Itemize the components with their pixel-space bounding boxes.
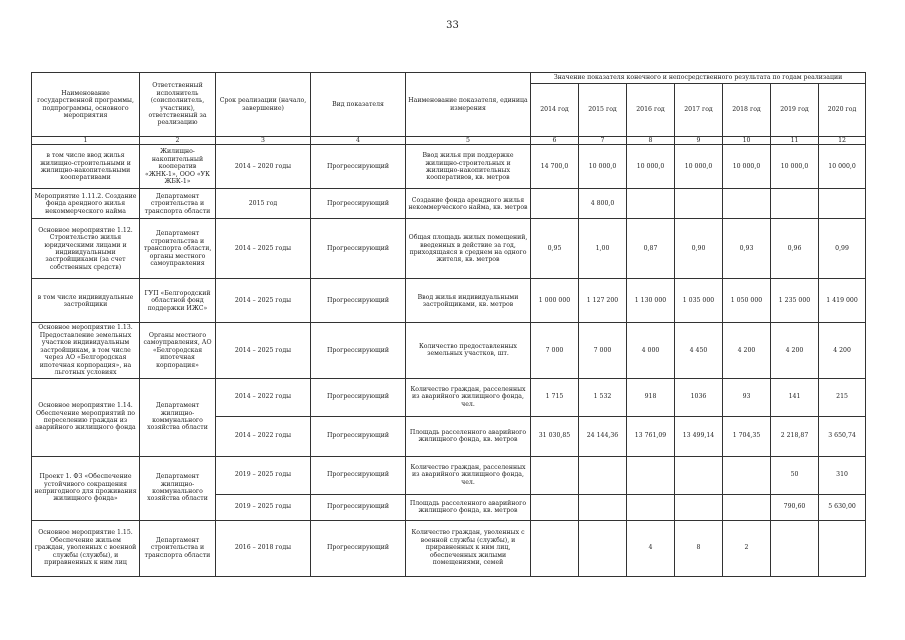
cell-value-2020: 3 650,74 [819,416,866,456]
cell-value-2019: 4 200 [771,323,819,378]
cell-value-2015: 1 127 200 [579,279,627,323]
cell-value-2019 [771,189,819,219]
cell-value-2019: 1 235 000 [771,279,819,323]
header-term: Срок реализации (начало, завершение) [216,73,311,137]
cell-value-2019: 2 218,87 [771,416,819,456]
cell-value-2016: 0,87 [627,219,675,279]
column-number: 3 [216,137,311,145]
cell-value-2016: 10 000,0 [627,145,675,189]
cell-term: 2014 – 2022 годы [216,416,311,456]
cell-indicator-name: Количество предоставленных земельных участков, шт. [406,323,531,378]
cell-indicator-type: Прогрессирующий [311,520,406,576]
cell-value-2020 [819,520,866,576]
table-row [32,145,866,189]
cell-responsible: ГУП «Белгородский областной фонд поддержки ИЖС» [140,279,216,323]
cell-value-2017: 1036 [675,378,723,416]
cell-value-2015: 4 800,0 [579,189,627,219]
cell-value-2015: 10 000,0 [579,145,627,189]
header-name: Наименование государственной программы, подпрограммы, основного мероприятия [32,73,140,137]
cell-responsible: Департамент строительства и транспорта области, органы местного самоуправления [140,219,216,279]
cell-value-2015 [579,494,627,520]
cell-value-2015 [579,520,627,576]
cell-value-2017: 4 450 [675,323,723,378]
cell-value-2018: 10 000,0 [723,145,771,189]
cell-indicator-type: Прогрессирующий [311,456,406,494]
column-number-row [32,137,866,145]
cell-name: Проект 1. ФЗ «Обеспечение устойчивого сокращения непригодного для проживания жилищного фонда» [32,456,140,520]
cell-value-2014: 31 030,85 [531,416,579,456]
header-year: 2018 год [723,84,771,137]
cell-responsible: Департамент жилищно-коммунального хозяйства области [140,456,216,520]
cell-value-2018 [723,189,771,219]
cell-name: Основное мероприятие 1.12. Строительство жилья юридическими лицами и индивидуальными застройщиками (за счет собственных средств) [32,219,140,279]
cell-value-2014: 7 000 [531,323,579,378]
cell-value-2016: 4 000 [627,323,675,378]
cell-value-2016 [627,189,675,219]
cell-term: 2014 – 2020 годы [216,145,311,189]
cell-indicator-type: Прогрессирующий [311,279,406,323]
header-year: 2014 год [531,84,579,137]
cell-indicator-type: Прогрессирующий [311,145,406,189]
table-body [32,145,866,576]
cell-name: Основное мероприятие 1.15. Обеспечение жильем граждан, уволенных с военной службы (службы), и приравненных к ним лиц [32,520,140,576]
cell-value-2017: 8 [675,520,723,576]
page-number: 33 [446,20,459,31]
cell-responsible: Органы местного самоуправления, АО «Белгородская ипотечная корпорация» [140,323,216,378]
cell-name: Основное мероприятие 1.13. Предоставление земельных участков индивидуальным застройщикам, в том числе через АО «Белгородская ипотечная корпорация», на льготных условиях [32,323,140,378]
cell-term: 2016 – 2018 годы [216,520,311,576]
cell-value-2017 [675,189,723,219]
cell-value-2018: 1 050 000 [723,279,771,323]
column-number: 2 [140,137,216,145]
column-number: 10 [723,137,771,145]
indicators-table [31,72,866,577]
header-year: 2019 год [771,84,819,137]
cell-value-2020: 10 000,0 [819,145,866,189]
cell-value-2018: 4 200 [723,323,771,378]
cell-value-2015 [579,456,627,494]
header-year: 2015 год [579,84,627,137]
header-year: 2020 год [819,84,866,137]
cell-responsible: Департамент жилищно-коммунального хозяйства области [140,378,216,456]
cell-value-2016: 1 130 000 [627,279,675,323]
header-values-group: Значение показателя конечного и непосредственного результата по годам реализации [531,73,866,84]
cell-indicator-name: Количество граждан, расселенных из аварийного жилищного фонда, чел. [406,456,531,494]
cell-indicator-type: Прогрессирующий [311,416,406,456]
cell-value-2020: 310 [819,456,866,494]
column-number: 12 [819,137,866,145]
table-row [32,219,866,279]
header-year: 2016 год [627,84,675,137]
cell-value-2014 [531,189,579,219]
cell-indicator-name: Создание фонда арендного жилья некоммерческого найма, кв. метров [406,189,531,219]
cell-value-2018: 0,93 [723,219,771,279]
table-row [32,279,866,323]
cell-value-2015: 24 144,36 [579,416,627,456]
table-row [32,378,866,416]
cell-value-2020: 5 630,00 [819,494,866,520]
cell-indicator-name: Количество граждан, уволенных с военной службы (службы), и приравненных к ним лиц, обеспеченных жилыми помещениями, семей [406,520,531,576]
cell-value-2020 [819,189,866,219]
header-responsible: Ответственный исполнитель (соисполнитель, участник), ответственный за реализацию [140,73,216,137]
header-indicator-name: Наименование показателя, единица измерения [406,73,531,137]
cell-value-2016: 13 761,09 [627,416,675,456]
cell-value-2014: 1 000 000 [531,279,579,323]
cell-responsible: Департамент строительства и транспорта области [140,520,216,576]
cell-value-2016 [627,494,675,520]
cell-indicator-name: Общая площадь жилых помещений, введенных в действие за год, приходящаяся в среднем на одного жителя, кв. метров [406,219,531,279]
cell-value-2019: 141 [771,378,819,416]
cell-indicator-name: Количество граждан, расселенных из аварийного жилищного фонда, чел. [406,378,531,416]
cell-value-2018: 2 [723,520,771,576]
table-row [32,189,866,219]
cell-value-2020: 1 419 000 [819,279,866,323]
column-number: 7 [579,137,627,145]
column-number: 1 [32,137,140,145]
header-indicator-type: Вид показателя [311,73,406,137]
table-row [32,520,866,576]
cell-indicator-name: Площадь расселенного аварийного жилищного фонда, кв. метров [406,494,531,520]
cell-value-2019: 10 000,0 [771,145,819,189]
cell-term: 2014 – 2025 годы [216,279,311,323]
cell-value-2015: 1 532 [579,378,627,416]
cell-value-2020: 4 200 [819,323,866,378]
cell-value-2017: 13 499,14 [675,416,723,456]
cell-value-2016 [627,456,675,494]
cell-indicator-type: Прогрессирующий [311,219,406,279]
cell-value-2017 [675,456,723,494]
cell-value-2020: 215 [819,378,866,416]
column-number: 5 [406,137,531,145]
cell-name: в том числе индивидуальные застройщики [32,279,140,323]
cell-responsible: Департамент строительства и транспорта области [140,189,216,219]
cell-value-2018: 93 [723,378,771,416]
cell-value-2014 [531,456,579,494]
header-year: 2017 год [675,84,723,137]
cell-value-2016: 4 [627,520,675,576]
cell-indicator-name: Ввод жилья индивидуальными застройщиками, кв. метров [406,279,531,323]
column-number: 11 [771,137,819,145]
cell-value-2020: 0,99 [819,219,866,279]
cell-term: 2014 – 2025 годы [216,219,311,279]
cell-value-2014: 1 715 [531,378,579,416]
cell-value-2017: 10 000,0 [675,145,723,189]
cell-indicator-type: Прогрессирующий [311,323,406,378]
column-number: 6 [531,137,579,145]
cell-value-2015: 7 000 [579,323,627,378]
cell-value-2019 [771,520,819,576]
cell-value-2019: 790,60 [771,494,819,520]
cell-indicator-type: Прогрессирующий [311,189,406,219]
cell-term: 2014 – 2025 годы [216,323,311,378]
cell-name: Основное мероприятие 1.14. Обеспечение мероприятий по переселению граждан из аварийного жилищного фонда [32,378,140,456]
cell-value-2017: 0,90 [675,219,723,279]
cell-value-2017 [675,494,723,520]
column-number: 8 [627,137,675,145]
cell-term: 2019 – 2025 годы [216,456,311,494]
cell-indicator-name: Площадь расселенного аварийного жилищного фонда, кв. метров [406,416,531,456]
cell-value-2014 [531,494,579,520]
cell-term: 2015 год [216,189,311,219]
cell-name: Мероприятие 1.11.2. Создание фонда арендного жилья некоммерческого найма [32,189,140,219]
cell-indicator-type: Прогрессирующий [311,494,406,520]
cell-value-2017: 1 035 000 [675,279,723,323]
cell-value-2018: 1 704,35 [723,416,771,456]
cell-value-2016: 918 [627,378,675,416]
cell-value-2014: 14 700,0 [531,145,579,189]
table-row [32,323,866,378]
cell-term: 2014 – 2022 годы [216,378,311,416]
table-row [32,456,866,494]
cell-value-2018 [723,456,771,494]
column-number: 9 [675,137,723,145]
cell-value-2018 [723,494,771,520]
cell-value-2014 [531,520,579,576]
cell-name: в том числе ввод жилья жилищно-строительными и жилищно-накопительными кооперативами [32,145,140,189]
cell-indicator-name: Ввод жилья при поддержке жилищно-строительных и жилищно-накопительных кооперативов, кв. метров [406,145,531,189]
cell-term: 2019 – 2025 годы [216,494,311,520]
cell-value-2019: 50 [771,456,819,494]
cell-value-2014: 0,95 [531,219,579,279]
cell-indicator-type: Прогрессирующий [311,378,406,416]
cell-value-2019: 0,96 [771,219,819,279]
cell-value-2015: 1,00 [579,219,627,279]
cell-responsible: Жилищно-накопительный кооператив «ЖНК-1», ООО «УК ЖБК-1» [140,145,216,189]
column-number: 4 [311,137,406,145]
